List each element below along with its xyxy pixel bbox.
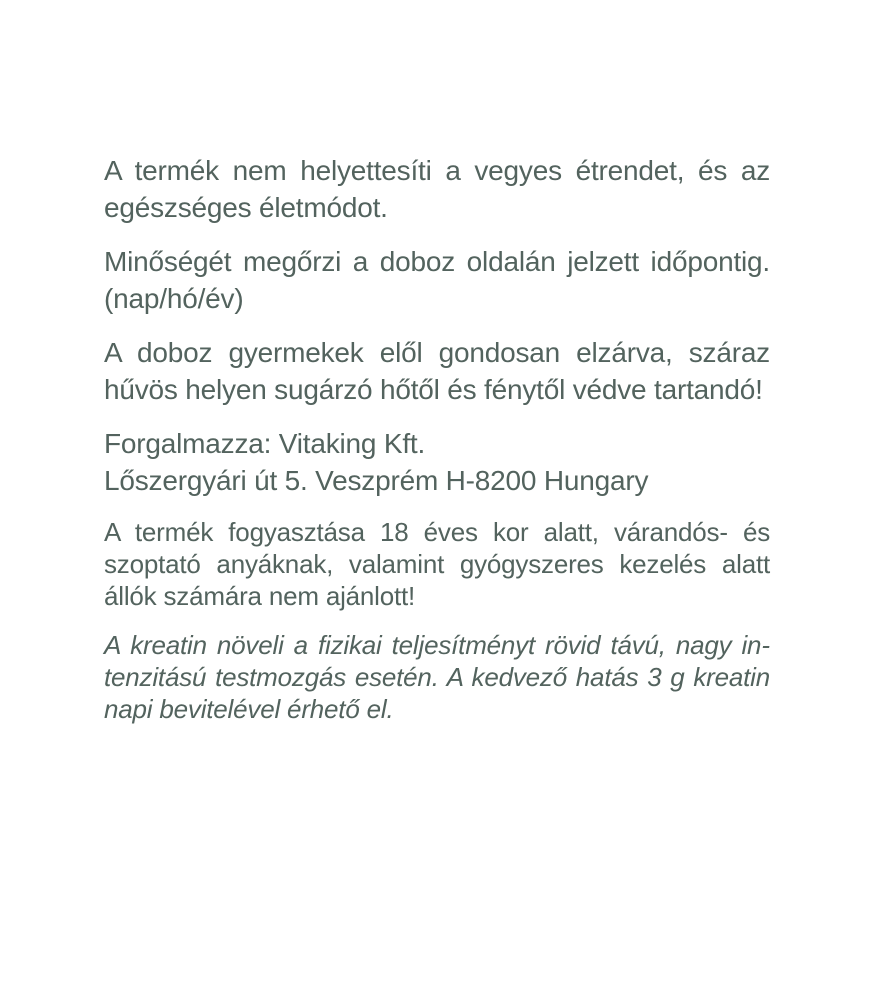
paragraph-distributor: [104, 425, 770, 499]
paragraph-creatine-claim: A kreatin növeli a fizikai teljesítményt rövid távú, nagy intenzitású testmozgás esetén. A kedvező hatás 3 g kreatin napi bevitelével érhető el.: [104, 630, 770, 724]
paragraph-quality-note: Minőségét megőrzi a doboz oldalán jelzett időpontig. (nap/hó/év): [104, 246, 770, 314]
paragraph-diet-disclaimer: A termék nem helyettesíti a vegyes étrendet, és az egészséges életmódot.: [104, 155, 770, 223]
distributor-name: Forgalmazza: Vitaking Kft.: [104, 428, 426, 459]
paragraph-age-warning: A termék fogyasztása 18 éves kor alatt, várandós- és szoptató anyáknak, valamint gyógyszeres kezelés alatt állók számára nem ajánlott!: [104, 517, 770, 611]
distributor-address: Lőszergyári út 5. Veszprém H-8200 Hungary: [104, 465, 649, 496]
paragraph-storage-warning: A doboz gyermekek elől gondosan elzárva, száraz hűvös helyen sugárzó hőtől és fénytől védve tartandó!: [104, 337, 770, 405]
label-text-block: [104, 152, 770, 742]
